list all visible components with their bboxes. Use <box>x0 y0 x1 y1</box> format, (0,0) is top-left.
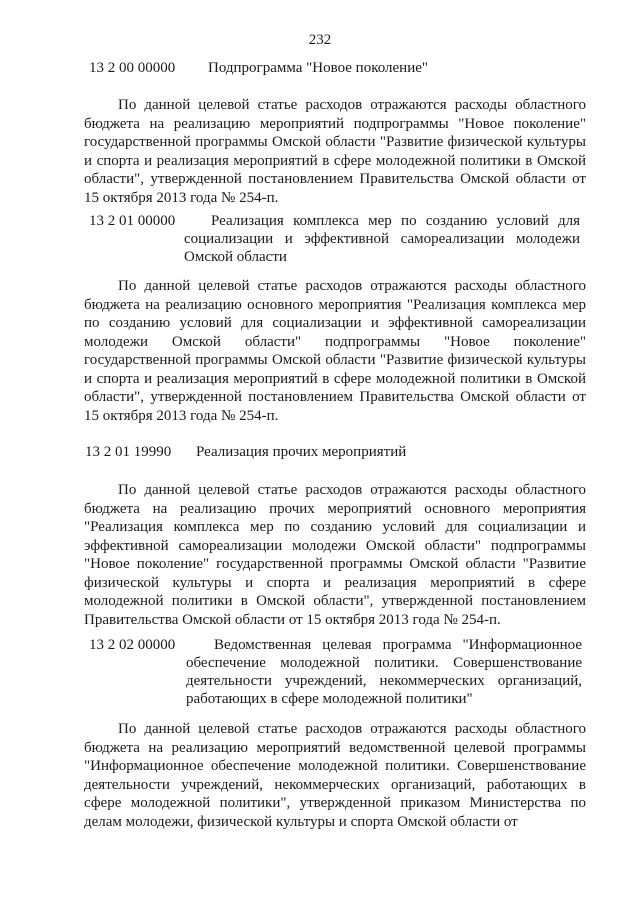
section-paragraph: По данной целевой статье расходов отражаются расходы областного бюджета на реализацию основного мероприятия "Реализация комплекса мер по созданию условий для социализации и эффективной самореализации молодежи Омской области" подпрограммы "Новое поколение" государственной программы Омской области "Развитие физической культуры и спорта и реализация мероприятий в сфере молодежной политики в Омской области", утвержденной постановлением Правительства Омской области от 15 октября 2013 года № 254-п. <box>84 278 586 424</box>
section-paragraph: По данной целевой статье расходов отражаются расходы областного бюджета на реализацию мероприятий подпрограммы "Новое поколение" государственной программы Омской области "Развитие физической культуры и спорта и реализация мероприятий в сфере молодежной политики в Омской области", утвержденной постановлением Правительства Омской области от 15 октября 2013 года № 254-п. <box>84 97 586 206</box>
section-title: Подпрограмма "Новое поколение" <box>208 60 429 76</box>
section-title: Ведомственная целевая программа "Информационное обеспечение молодежной политики. Совершенствование деятельности учреждений, некоммерческих организаций, работающих в сфере молодежной политики" <box>186 637 582 707</box>
page-number: 232 <box>308 32 332 48</box>
budget-code: 13 2 00 00000 <box>89 60 176 76</box>
section-paragraph: По данной целевой статье расходов отражаются расходы областного бюджета на реализацию прочих мероприятий основного мероприятия "Реализация комплекса мер по созданию условий для социализации и эффективной самореализации молодежи Омской области" подпрограммы "Новое поколение" государственной программы Омской области "Развитие физической культуры и спорта и реализация мероприятий в сфере молодежной политики в Омской области", утвержденной постановлением Правительства Омской области от 15 октября 2013 года № 254-п. <box>84 482 586 628</box>
section-heading <box>0 212 640 268</box>
section-paragraph: По данной целевой статье расходов отражаются расходы областного бюджета на реализацию мероприятий ведомственной целевой программы "Информационное обеспечение молодежной политики. Совершенствование деятельности учреждений, некоммерческих организаций, работающих в сфере молодежной политики", утвержденной приказом Министерства по делам молодежи, физической культуры и спорта Омской области от <box>84 721 586 830</box>
section-title: Реализация комплекса мер по созданию условий для социализации и эффективной самореализации молодежи Омской области <box>184 213 580 265</box>
section-heading <box>0 636 640 710</box>
budget-code: 13 2 01 00000 <box>89 213 176 229</box>
budget-code: 13 2 01 19990 <box>85 444 172 460</box>
section-heading <box>0 443 640 461</box>
budget-code: 13 2 02 00000 <box>89 637 176 653</box>
section-heading <box>0 59 640 77</box>
section-title: Реализация прочих мероприятий <box>196 444 407 460</box>
